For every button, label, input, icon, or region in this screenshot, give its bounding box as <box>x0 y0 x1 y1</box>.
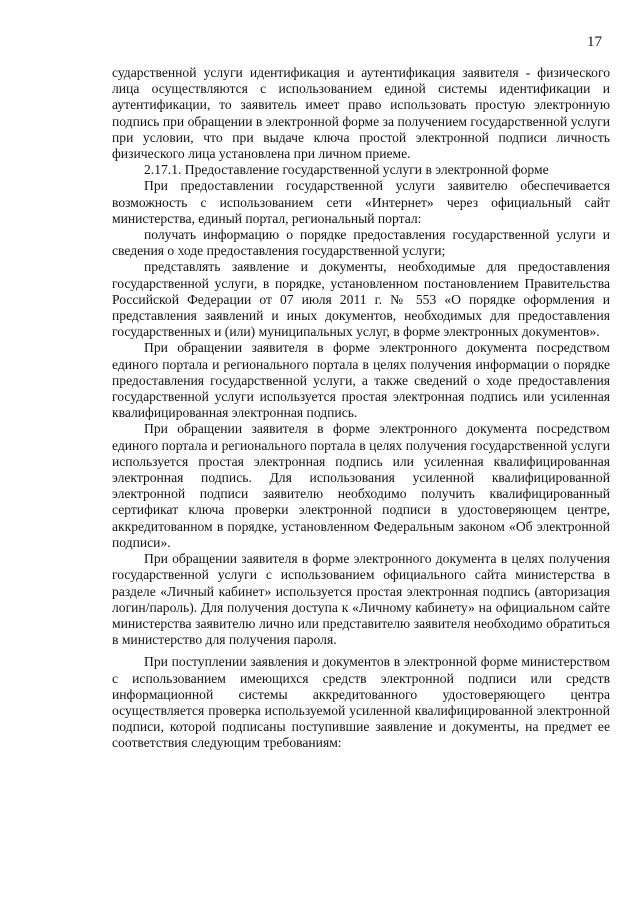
page-number: 17 <box>587 34 602 50</box>
section-heading: 2.17.1. Предоставление государственной услуги в электронной форме <box>144 162 549 178</box>
paragraph-continuation: сударственной услуги идентификация и аутентификация заявителя - физического лица осуществляются с использованием единой системы идентификации и аутентификации, то заявитель имеет право использовать простую электронную подпись при обращении в электронной форме за получением государственной услуги при условии, что при выдаче ключа простой электронной подписи личность физического лица установлена при личном приеме. <box>112 65 610 162</box>
paragraph: получать информацию о порядке предоставления государственной услуги и сведения о ходе предоставления государственной услуги; <box>112 227 610 259</box>
paragraph: При предоставлении государственной услуги заявителю обеспечивается возможность с использованием сети «Интернет» через официальный сайт министерства, единый портал, региональный портал: <box>112 178 610 226</box>
paragraph: представлять заявление и документы, необходимые для предоставления государственной услуги, в порядке, установленном постановлением Правительства Российской Федерации от 07 июля 2011 г. № 553 «О порядке оформления и представления заявлений и иных документов, необходимых для предоставления государственных и (или) муниципальных услуг, в форме электронных документов». <box>112 259 610 340</box>
paragraph: При обращении заявителя в форме электронного документа посредством единого портала и регионального портала в целях получения информации о порядке предоставления государственной услуги, а также сведений о ходе предоставления государственной услуги используется простая электронная подпись или усиленная квалифицированная электронная подпись. <box>112 340 610 421</box>
body-text <box>112 65 610 752</box>
paragraph: При поступлении заявления и документов в электронной форме министерством с использованием имеющихся средств электронной подписи или средств информационной системы аккредитованного удостоверяющего центра осуществляется проверка используемой усиленной квалифицированной электронной подписи, которой подписаны поступившие заявление и документы, на предмет ее соответствия следующим требованиям: <box>112 654 610 751</box>
paragraph: При обращении заявителя в форме электронного документа в целях получения государственной услуги с использованием официального сайта министерства в разделе «Личный кабинет» используется простая электронная подпись (авторизация логин/пароль). Для получения доступа к «Личному кабинету» на официальном сайте министерства заявителю лично или представителю заявителя необходимо обратиться в министерство для получения пароля. <box>112 551 610 648</box>
paragraph: При обращении заявителя в форме электронного документа посредством единого портала и регионального портала в целях получения государственной услуги используется простая электронная подпись или усиленная квалифицированная электронная подпись. Для использования усиленной квалифицированной электронной подписи заявителю необходимо получить квалифицированный сертификат ключа проверки электронной подписи в удостоверяющем центре, аккредитованном в порядке, установленном Федеральным законом «Об электронной подписи». <box>112 421 610 550</box>
